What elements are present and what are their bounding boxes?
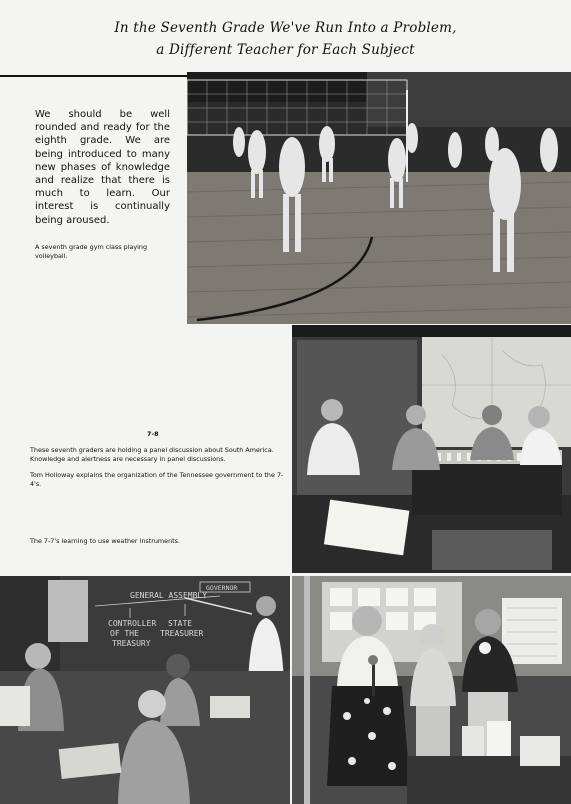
panel-discussion-photo bbox=[292, 325, 571, 573]
volleyball-gym-photo bbox=[187, 72, 571, 324]
board-treasury: TREASURY bbox=[112, 639, 151, 648]
class-number: 7-8 bbox=[147, 430, 159, 438]
panel-caption: These seventh graders are holding a panel discussion about South America. Knowledge and alertness are necessary in panel discussions. bbox=[30, 446, 274, 463]
board-general-assembly: GENERAL ASSEMBLY bbox=[130, 591, 208, 600]
weather-instruments-photo bbox=[292, 576, 571, 804]
board-of-the: OF THE bbox=[110, 629, 139, 638]
tom-caption: Tom Holloway explains the organization of the Tennessee government to the 7-4's. bbox=[30, 471, 284, 488]
board-state: STATE bbox=[168, 619, 193, 628]
headline-line-1: In the Seventh Grade We've Run Into a Problem, bbox=[114, 20, 457, 36]
intro-paragraph: We should be well rounded and ready for the eighth grade. We are being introduced to many new phases of knowledge and realize that there is much to learn. Our interest is continually being aroused. bbox=[35, 109, 170, 226]
weather-caption: The 7-7's learning to use weather instruments. bbox=[30, 537, 180, 545]
board-treasurer: TREASURER bbox=[160, 629, 204, 638]
board-controller: CONTROLLER bbox=[108, 619, 157, 628]
blackboard-government-photo bbox=[0, 576, 290, 804]
top-rule bbox=[0, 75, 188, 77]
gym-caption: A seventh grade gym class playing volleyball. bbox=[35, 243, 148, 260]
headline-line-2: a Different Teacher for Each Subject bbox=[156, 42, 415, 58]
board-governor: GOVERNOR bbox=[206, 584, 238, 592]
